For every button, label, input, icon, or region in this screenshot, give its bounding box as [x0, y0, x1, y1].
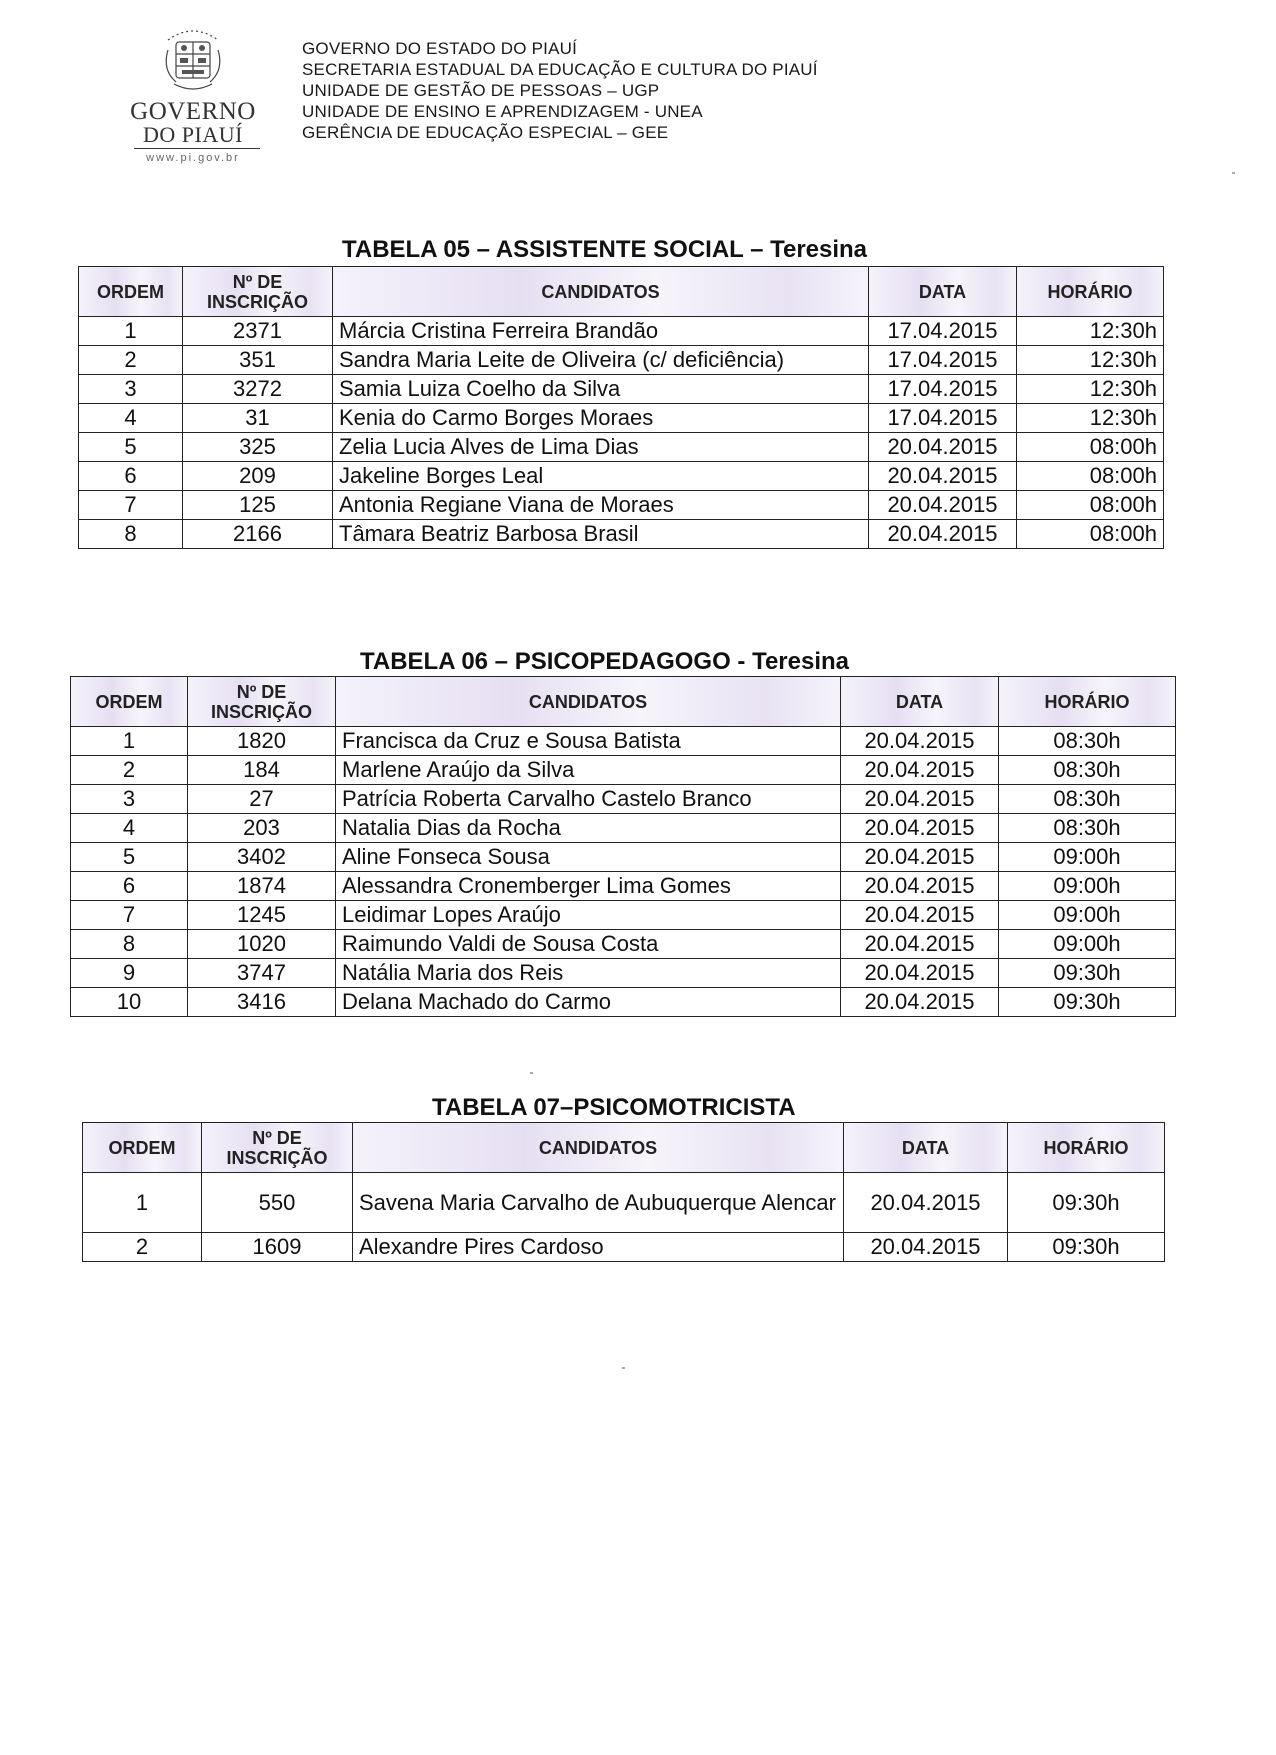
- cell-horario: 12:30h: [1017, 404, 1164, 433]
- cell-ordem: 1: [71, 727, 188, 756]
- col-data: DATA: [844, 1123, 1008, 1173]
- cell-candidato: Marlene Araújo da Silva: [336, 756, 841, 785]
- cell-data: 20.04.2015: [841, 959, 999, 988]
- cell-candidato: Kenia do Carmo Borges Moraes: [333, 404, 869, 433]
- cell-ordem: 4: [79, 404, 183, 433]
- col-horario: HORÁRIO: [1017, 267, 1164, 317]
- cell-inscricao: 325: [183, 433, 333, 462]
- table-row: [79, 491, 1164, 520]
- logo-text-governo: GOVERNO: [130, 98, 256, 125]
- cell-horario: 09:30h: [1008, 1173, 1165, 1233]
- cell-ordem: 3: [79, 375, 183, 404]
- cell-candidato: Jakeline Borges Leal: [333, 462, 869, 491]
- table-row: [79, 317, 1164, 346]
- col-horario: HORÁRIO: [999, 677, 1176, 727]
- cell-horario: 12:30h: [1017, 317, 1164, 346]
- cell-horario: 09:00h: [999, 843, 1176, 872]
- cell-horario: 08:00h: [1017, 520, 1164, 549]
- table-row: [71, 785, 1176, 814]
- cell-data: 20.04.2015: [841, 785, 999, 814]
- cell-candidato: Márcia Cristina Ferreira Brandão: [333, 317, 869, 346]
- cell-ordem: 2: [79, 346, 183, 375]
- header-line-state: GOVERNO DO ESTADO DO PIAUÍ: [302, 39, 578, 58]
- cell-ordem: 5: [79, 433, 183, 462]
- government-logo: [118, 20, 268, 180]
- cell-inscricao: 1820: [188, 727, 336, 756]
- cell-data: 20.04.2015: [841, 872, 999, 901]
- cell-candidato: Delana Machado do Carmo: [336, 988, 841, 1017]
- col-candidatos: CANDIDATOS: [336, 677, 841, 727]
- col-inscricao: Nº DE INSCRIÇÃO: [188, 677, 336, 727]
- cell-candidato: Aline Fonseca Sousa: [336, 843, 841, 872]
- cell-candidato: Antonia Regiane Viana de Moraes: [333, 491, 869, 520]
- cell-ordem: 9: [71, 959, 188, 988]
- cell-ordem: 3: [71, 785, 188, 814]
- cell-horario: 09:30h: [1008, 1233, 1165, 1262]
- cell-inscricao: 3402: [188, 843, 336, 872]
- cell-data: 20.04.2015: [844, 1173, 1008, 1233]
- cell-data: 17.04.2015: [869, 317, 1017, 346]
- cell-inscricao: 2371: [183, 317, 333, 346]
- table-row: [79, 520, 1164, 549]
- table-row: [71, 988, 1176, 1017]
- cell-inscricao: 209: [183, 462, 333, 491]
- col-candidatos: CANDIDATOS: [333, 267, 869, 317]
- header-line-unea: UNIDADE DE ENSINO E APRENDIZAGEM - UNEA: [302, 102, 703, 121]
- table-row: [71, 872, 1176, 901]
- cell-horario: 08:00h: [1017, 491, 1164, 520]
- cell-horario: 09:00h: [999, 901, 1176, 930]
- cell-inscricao: 1874: [188, 872, 336, 901]
- cell-ordem: 10: [71, 988, 188, 1017]
- col-candidatos: CANDIDATOS: [353, 1123, 844, 1173]
- table-row: [71, 814, 1176, 843]
- cell-data: 20.04.2015: [844, 1233, 1008, 1262]
- cell-horario: 08:30h: [999, 756, 1176, 785]
- table-row: [71, 727, 1176, 756]
- cell-inscricao: 31: [183, 404, 333, 433]
- scan-speck: [622, 1367, 625, 1369]
- cell-inscricao: 125: [183, 491, 333, 520]
- cell-ordem: 1: [83, 1173, 202, 1233]
- table-row: [71, 901, 1176, 930]
- cell-data: 20.04.2015: [841, 843, 999, 872]
- table-06-title: TABELA 06 – PSICOPEDAGOGO - Teresina: [360, 648, 849, 675]
- table-row: [71, 930, 1176, 959]
- cell-horario: 08:30h: [999, 814, 1176, 843]
- cell-inscricao: 550: [202, 1173, 353, 1233]
- table-row: [83, 1233, 1165, 1262]
- cell-horario: 12:30h: [1017, 375, 1164, 404]
- cell-inscricao: 1020: [188, 930, 336, 959]
- cell-inscricao: 3272: [183, 375, 333, 404]
- cell-candidato: Raimundo Valdi de Sousa Costa: [336, 930, 841, 959]
- table-05-title: TABELA 05 – ASSISTENTE SOCIAL – Teresina: [342, 236, 868, 263]
- cell-data: 20.04.2015: [869, 491, 1017, 520]
- table-07-title: TABELA 07–PSICOMOTRICISTA: [432, 1094, 796, 1121]
- cell-candidato: Alessandra Cronemberger Lima Gomes: [336, 872, 841, 901]
- cell-candidato: Natalia Dias da Rocha: [336, 814, 841, 843]
- cell-ordem: 5: [71, 843, 188, 872]
- cell-candidato: Sandra Maria Leite de Oliveira (c/ deficiência): [333, 346, 869, 375]
- table-row: [83, 1173, 1165, 1233]
- scan-speck: [530, 1072, 533, 1074]
- header-line-gee: GERÊNCIA DE EDUCAÇÃO ESPECIAL – GEE: [302, 123, 669, 142]
- cell-ordem: 7: [71, 901, 188, 930]
- cell-ordem: 6: [79, 462, 183, 491]
- cell-horario: 09:00h: [999, 872, 1176, 901]
- table-row: [79, 346, 1164, 375]
- table-row: [79, 375, 1164, 404]
- cell-inscricao: 3747: [188, 959, 336, 988]
- cell-inscricao: 3416: [188, 988, 336, 1017]
- col-data: DATA: [869, 267, 1017, 317]
- cell-candidato: Natália Maria dos Reis: [336, 959, 841, 988]
- cell-ordem: 6: [71, 872, 188, 901]
- table-07-psicomotricista: [82, 1122, 1165, 1262]
- cell-ordem: 1: [79, 317, 183, 346]
- col-inscricao: Nº DE INSCRIÇÃO: [183, 267, 333, 317]
- cell-horario: 08:30h: [999, 727, 1176, 756]
- header-line-ugp: UNIDADE DE GESTÃO DE PESSOAS – UGP: [302, 81, 660, 100]
- coat-of-arms-icon: [162, 20, 224, 98]
- cell-candidato: Zelia Lucia Alves de Lima Dias: [333, 433, 869, 462]
- cell-horario: 08:30h: [999, 785, 1176, 814]
- col-ordem: ORDEM: [71, 677, 188, 727]
- cell-ordem: 7: [79, 491, 183, 520]
- cell-data: 20.04.2015: [841, 756, 999, 785]
- header-line-secretariat: SECRETARIA ESTADUAL DA EDUCAÇÃO E CULTURA DO PIAUÍ: [302, 60, 818, 79]
- cell-data: 17.04.2015: [869, 375, 1017, 404]
- cell-inscricao: 1609: [202, 1233, 353, 1262]
- cell-inscricao: 2166: [183, 520, 333, 549]
- table-row: [79, 404, 1164, 433]
- cell-horario: 08:00h: [1017, 433, 1164, 462]
- cell-candidato: Samia Luiza Coelho da Silva: [333, 375, 869, 404]
- col-ordem: ORDEM: [83, 1123, 202, 1173]
- logo-url: www.pi.gov.br: [146, 152, 240, 164]
- cell-data: 20.04.2015: [841, 988, 999, 1017]
- cell-inscricao: 27: [188, 785, 336, 814]
- table-row: [71, 756, 1176, 785]
- cell-ordem: 8: [71, 930, 188, 959]
- cell-data: 20.04.2015: [869, 433, 1017, 462]
- cell-horario: 09:30h: [999, 959, 1176, 988]
- cell-candidato: Patrícia Roberta Carvalho Castelo Branco: [336, 785, 841, 814]
- table-row: [79, 433, 1164, 462]
- cell-data: 20.04.2015: [841, 901, 999, 930]
- col-data: DATA: [841, 677, 999, 727]
- cell-horario: 09:30h: [999, 988, 1176, 1017]
- cell-inscricao: 184: [188, 756, 336, 785]
- table-row: [79, 462, 1164, 491]
- cell-horario: 08:00h: [1017, 462, 1164, 491]
- table-06-psicopedagogo: [70, 676, 1176, 1017]
- col-inscricao: Nº DE INSCRIÇÃO: [202, 1123, 353, 1173]
- cell-ordem: 4: [71, 814, 188, 843]
- cell-candidato: Francisca da Cruz e Sousa Batista: [336, 727, 841, 756]
- cell-ordem: 8: [79, 520, 183, 549]
- institution-lines: [302, 38, 818, 143]
- cell-data: 20.04.2015: [841, 814, 999, 843]
- cell-inscricao: 351: [183, 346, 333, 375]
- cell-candidato: Savena Maria Carvalho de Aubuquerque Alencar: [353, 1173, 844, 1233]
- letterhead: [118, 20, 1118, 180]
- table-row: [71, 959, 1176, 988]
- logo-divider: [134, 148, 260, 149]
- cell-data: 20.04.2015: [841, 930, 999, 959]
- cell-candidato: Alexandre Pires Cardoso: [353, 1233, 844, 1262]
- cell-ordem: 2: [71, 756, 188, 785]
- scan-speck: [1232, 172, 1235, 174]
- table-05-assistente-social: [78, 266, 1164, 549]
- cell-horario: 09:00h: [999, 930, 1176, 959]
- logo-text-do-piaui: DO PIAUÍ: [143, 122, 243, 147]
- cell-data: 20.04.2015: [869, 462, 1017, 491]
- cell-inscricao: 203: [188, 814, 336, 843]
- col-ordem: ORDEM: [79, 267, 183, 317]
- cell-data: 17.04.2015: [869, 346, 1017, 375]
- cell-candidato: Leidimar Lopes Araújo: [336, 901, 841, 930]
- col-horario: HORÁRIO: [1008, 1123, 1165, 1173]
- cell-ordem: 2: [83, 1233, 202, 1262]
- cell-data: 20.04.2015: [841, 727, 999, 756]
- cell-data: 20.04.2015: [869, 520, 1017, 549]
- cell-inscricao: 1245: [188, 901, 336, 930]
- cell-horario: 12:30h: [1017, 346, 1164, 375]
- cell-candidato: Tâmara Beatriz Barbosa Brasil: [333, 520, 869, 549]
- table-row: [71, 843, 1176, 872]
- cell-data: 17.04.2015: [869, 404, 1017, 433]
